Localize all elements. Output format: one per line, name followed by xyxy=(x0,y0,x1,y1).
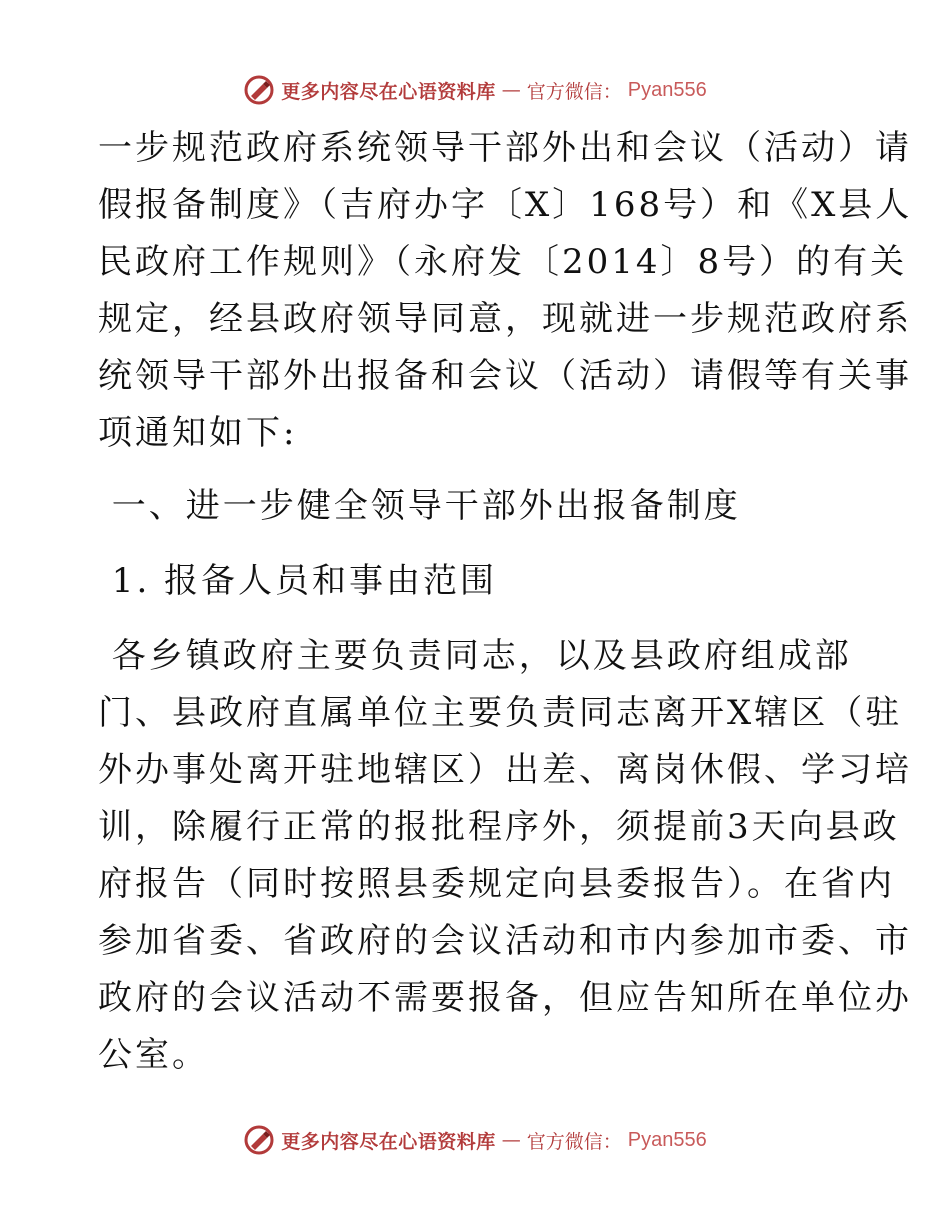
body-line: 训，除履行正常的报批程序外，须提前3天向县政 xyxy=(98,807,900,847)
intro-line: 统领导干部外出报备和会议（活动）请假等有关事 xyxy=(98,356,912,396)
intro-line: 规定，经县政府领导同意，现就进一步规范政府系 xyxy=(98,299,912,339)
body-line: 参加省委、省政府的会议活动和市内参加市委、市 xyxy=(98,921,912,961)
banner-brand: 更多内容尽在心语资料库 xyxy=(281,1130,496,1153)
intro-line: 项通知如下: xyxy=(98,413,298,453)
banner-wechat-label: 官方微信： xyxy=(526,1130,622,1153)
banner-handle: Pyan556 xyxy=(627,1128,707,1151)
banner-dash: — xyxy=(501,79,521,101)
body-line: 公室。 xyxy=(98,1035,209,1075)
banner-handle: Pyan556 xyxy=(627,78,707,101)
body-line: 门、县政府直属单位主要负责同志离开X辖区（驻 xyxy=(98,693,903,733)
body-line: 府报告（同时按照县委规定向县委报告）。在省内 xyxy=(98,864,895,904)
banner-wechat-label: 官方微信： xyxy=(526,80,622,103)
body-line: 外办事处离开驻地辖区）出差、离岗休假、学习培 xyxy=(98,750,912,790)
spacer xyxy=(98,462,858,478)
body-line: 各乡镇政府主要负责同志，以及县政府组成部 xyxy=(98,636,852,676)
spacer xyxy=(98,610,858,628)
pen-logo-icon xyxy=(243,74,275,106)
body-line: 政府的会议活动不需要报备，但应告知所在单位办 xyxy=(98,978,912,1018)
pen-logo-icon xyxy=(243,1124,275,1156)
intro-line: 假报备制度》（吉府办字〔X〕168号）和《X县人 xyxy=(98,185,913,225)
header-banner xyxy=(0,70,950,110)
intro-line: 民政府工作规则》（永府发〔2014〕8号）的有关 xyxy=(98,242,908,282)
banner-dash: — xyxy=(501,1129,521,1151)
subsection-heading: 1. 报备人员和事由范围 xyxy=(98,561,498,601)
section-heading: 一、进一步健全领导干部外出报备制度 xyxy=(98,486,741,526)
footer-banner xyxy=(0,1120,950,1160)
document-body xyxy=(98,120,913,1084)
banner-brand: 更多内容尽在心语资料库 xyxy=(281,80,496,103)
spacer xyxy=(98,535,858,553)
intro-line: 一步规范政府系统领导干部外出和会议（活动）请 xyxy=(98,128,912,168)
